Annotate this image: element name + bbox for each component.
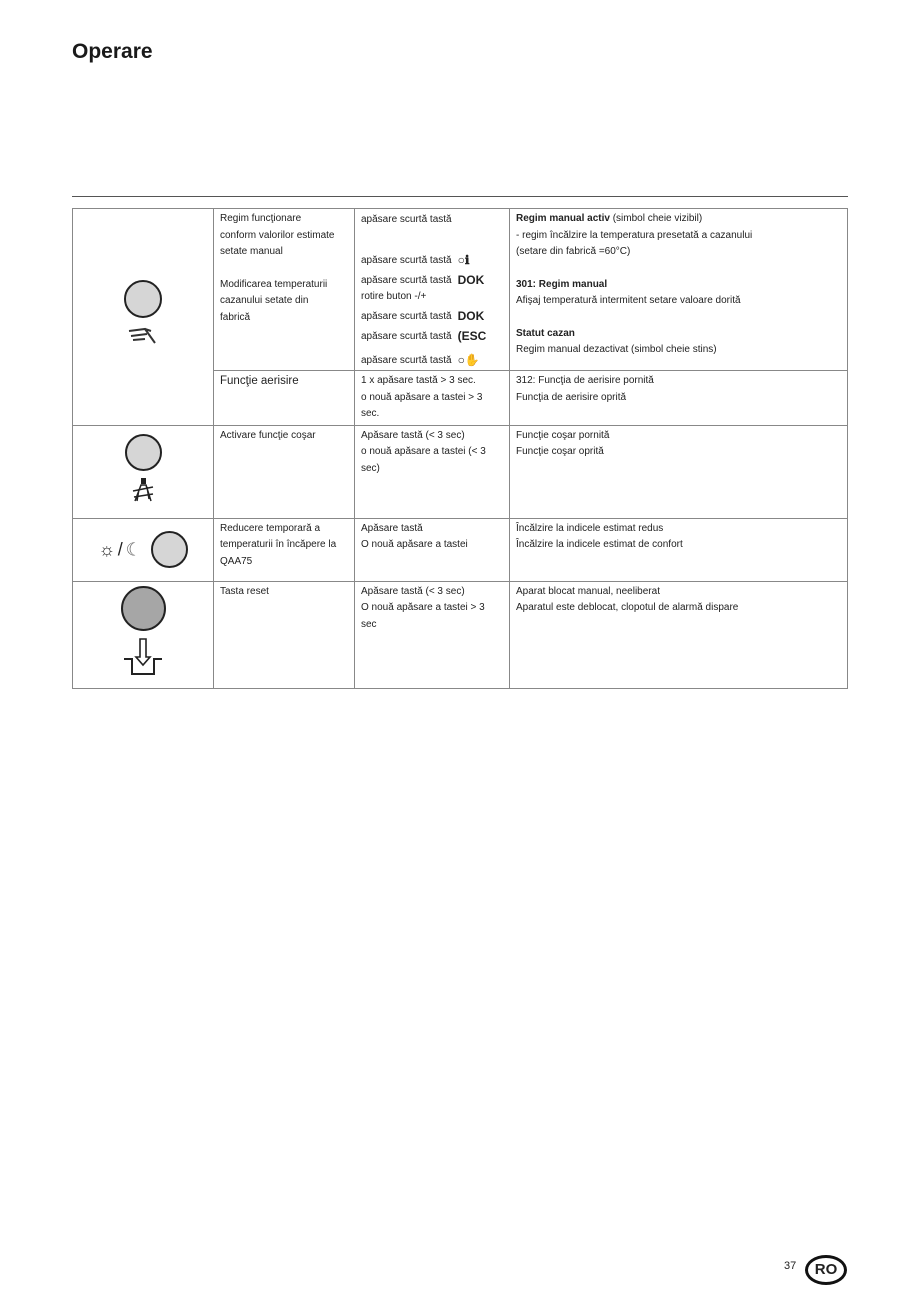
text: Regim manual activ	[516, 213, 610, 224]
text: apăsare scurtă tastă	[361, 354, 452, 366]
button-icon	[125, 434, 162, 471]
text: apăsare scurtă tastă	[361, 214, 452, 225]
text: Apăsare tastă (< 3 sec)	[361, 585, 465, 597]
reset-arrow-icon	[122, 637, 164, 677]
function-cell: Activare funcţie coşar	[214, 425, 355, 518]
text: Funcţie coşar pornită	[516, 429, 610, 441]
text: (simbol cheie vizibil)	[609, 213, 703, 224]
function-cell: Funcţie aerisire	[214, 371, 355, 426]
hand-icon	[125, 325, 161, 347]
sun-icon: ☼	[98, 539, 115, 560]
text: Statut cazan	[516, 327, 575, 339]
text: (setare din fabrică =60°C)	[516, 246, 631, 257]
text: rotire buton -/+	[361, 291, 427, 302]
manual-mode-icon-cell	[73, 209, 214, 426]
text: Încălzire la indicele estimat de confort	[516, 539, 683, 550]
chimney-sweep-icon	[131, 477, 155, 503]
text: sec)	[361, 462, 380, 474]
text: 301: Regim manual	[516, 278, 608, 290]
function-cell	[214, 518, 355, 581]
text: setate manual	[220, 246, 283, 257]
table-row	[73, 425, 848, 518]
page-title: Operare	[72, 40, 153, 63]
text: o nouă apăsare a tastei (< 3	[361, 446, 486, 457]
text: Apăsare tastă (< 3 sec)	[361, 429, 465, 441]
text: temperaturii în încăpere la	[220, 539, 337, 550]
table-row	[73, 518, 848, 581]
action-cell	[355, 371, 510, 426]
text: O nouă apăsare a tastei	[361, 539, 468, 550]
text: fabrică	[220, 311, 251, 323]
text: o nouă apăsare a tastei > 3 sec.	[361, 391, 483, 419]
table-row	[73, 581, 848, 688]
result-cell	[510, 581, 848, 688]
ok-key-icon: DOK	[457, 273, 485, 287]
text: Reducere temporară a	[220, 522, 321, 534]
text: Regim funcţionare	[220, 213, 302, 224]
action-cell	[355, 209, 510, 371]
text: - regim încălzire la temperatura presetată a cazanului	[516, 229, 753, 241]
text: Modificarea temperaturii	[220, 278, 328, 290]
text: cazanului setate din	[220, 295, 309, 306]
text: Apăsare tastă	[361, 522, 423, 534]
text: apăsare scurtă tastă	[361, 330, 452, 342]
text: Aparat blocat manual, neeliberat	[516, 585, 660, 597]
button-icon	[124, 280, 162, 318]
table-row	[73, 209, 848, 371]
text: Funcţie coşar oprită	[516, 446, 604, 457]
operation-table	[72, 208, 848, 689]
action-cell	[355, 581, 510, 688]
text: 312: Funcţia de aerisire pornită	[516, 375, 654, 386]
chimney-icon-cell	[73, 425, 214, 518]
function-cell: Tasta reset	[214, 581, 355, 688]
separator: /	[117, 539, 123, 560]
day-night-icon-cell	[73, 518, 214, 581]
text: apăsare scurtă tastă	[361, 274, 452, 286]
text: conform valorilor estimate	[220, 229, 335, 241]
text: Aparatul este deblocat, clopotul de alarmă dispare	[516, 602, 739, 613]
country-badge: RO	[805, 1255, 847, 1285]
page-number: 37	[784, 1260, 797, 1272]
info-key-icon: ○ℹ	[457, 253, 470, 267]
text: O nouă apăsare a tastei > 3 sec	[361, 602, 485, 630]
result-cell	[510, 371, 848, 426]
reset-icon-cell	[73, 581, 214, 688]
text: Regim manual dezactivat (simbol cheie stins)	[516, 344, 717, 355]
divider	[72, 196, 848, 197]
button-icon	[151, 531, 188, 568]
action-cell	[355, 518, 510, 581]
text: QAA75	[220, 555, 253, 567]
text: apăsare scurtă tastă	[361, 254, 452, 266]
esc-key-icon: (ESC	[457, 329, 487, 343]
result-cell	[510, 518, 848, 581]
manual-key-icon: ○✋	[457, 353, 480, 367]
function-cell	[214, 209, 355, 371]
moon-icon: ☾	[125, 539, 142, 560]
text: 1 x apăsare tastă > 3 sec.	[361, 375, 476, 386]
text: Încălzire la indicele estimat redus	[516, 522, 664, 534]
ok-key-icon: DOK	[457, 309, 485, 323]
result-cell	[510, 425, 848, 518]
reset-button-icon	[121, 586, 166, 631]
action-cell	[355, 425, 510, 518]
text: Afişaj temperatură intermitent setare valoare dorită	[516, 295, 741, 306]
text: apăsare scurtă tastă	[361, 310, 452, 322]
text: Funcţia de aerisire oprită	[516, 391, 627, 403]
result-cell	[510, 209, 848, 371]
